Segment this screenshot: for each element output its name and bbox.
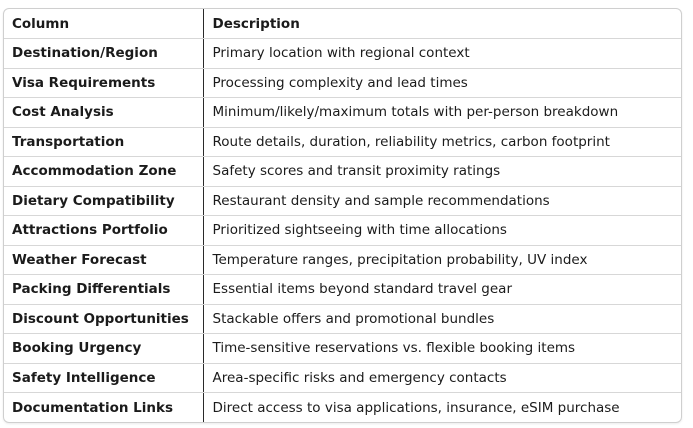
row-description: Primary location with regional context [203, 39, 681, 69]
table-row [4, 334, 681, 364]
row-column-name: Booking Urgency [4, 334, 203, 364]
column-header: Column [4, 9, 203, 39]
table-row [4, 127, 681, 157]
table-row [4, 393, 681, 423]
row-description: Temperature ranges, precipitation probability, UV index [203, 245, 681, 275]
row-column-name: Transportation [4, 127, 203, 157]
column-description-table [4, 9, 681, 422]
row-description: Processing complexity and lead times [203, 68, 681, 98]
row-column-name: Attractions Portfolio [4, 216, 203, 246]
row-column-name: Documentation Links [4, 393, 203, 423]
description-header: Description [203, 9, 681, 39]
row-description: Stackable offers and promotional bundles [203, 304, 681, 334]
row-column-name: Packing Differentials [4, 275, 203, 305]
table-header-row [4, 9, 681, 39]
table-row [4, 157, 681, 187]
row-description: Time-sensitive reservations vs. flexible booking items [203, 334, 681, 364]
table-row [4, 216, 681, 246]
row-description: Direct access to visa applications, insurance, eSIM purchase [212, 399, 620, 416]
row-description: Route details, duration, reliability metrics, carbon footprint [203, 127, 681, 157]
row-column-name: Discount Opportunities [4, 304, 203, 334]
row-column-name: Accommodation Zone [4, 157, 203, 187]
row-column-name: Visa Requirements [4, 68, 203, 98]
row-column-name: Destination/Region [4, 39, 203, 69]
row-description: Minimum/likely/maximum totals with per-person breakdown [203, 98, 681, 128]
table-container [3, 8, 682, 423]
row-description: Restaurant density and sample recommendations [203, 186, 681, 216]
row-description: Essential items beyond standard travel gear [203, 275, 681, 305]
table-row [4, 245, 681, 275]
table-row [4, 186, 681, 216]
row-column-name: Weather Forecast [4, 245, 203, 275]
row-description: Prioritized sightseeing with time allocations [203, 216, 681, 246]
table-row [4, 363, 681, 393]
row-column-name: Cost Analysis [4, 98, 203, 128]
table-row [4, 275, 681, 305]
table-row [4, 39, 681, 69]
row-column-name: Dietary Compatibility [4, 186, 203, 216]
row-description: Area-specific risks and emergency contacts [203, 363, 681, 393]
table-row [4, 68, 681, 98]
row-column-name: Safety Intelligence [4, 363, 203, 393]
table-row [4, 98, 681, 128]
table-row [4, 304, 681, 334]
row-description: Safety scores and transit proximity ratings [203, 157, 681, 187]
